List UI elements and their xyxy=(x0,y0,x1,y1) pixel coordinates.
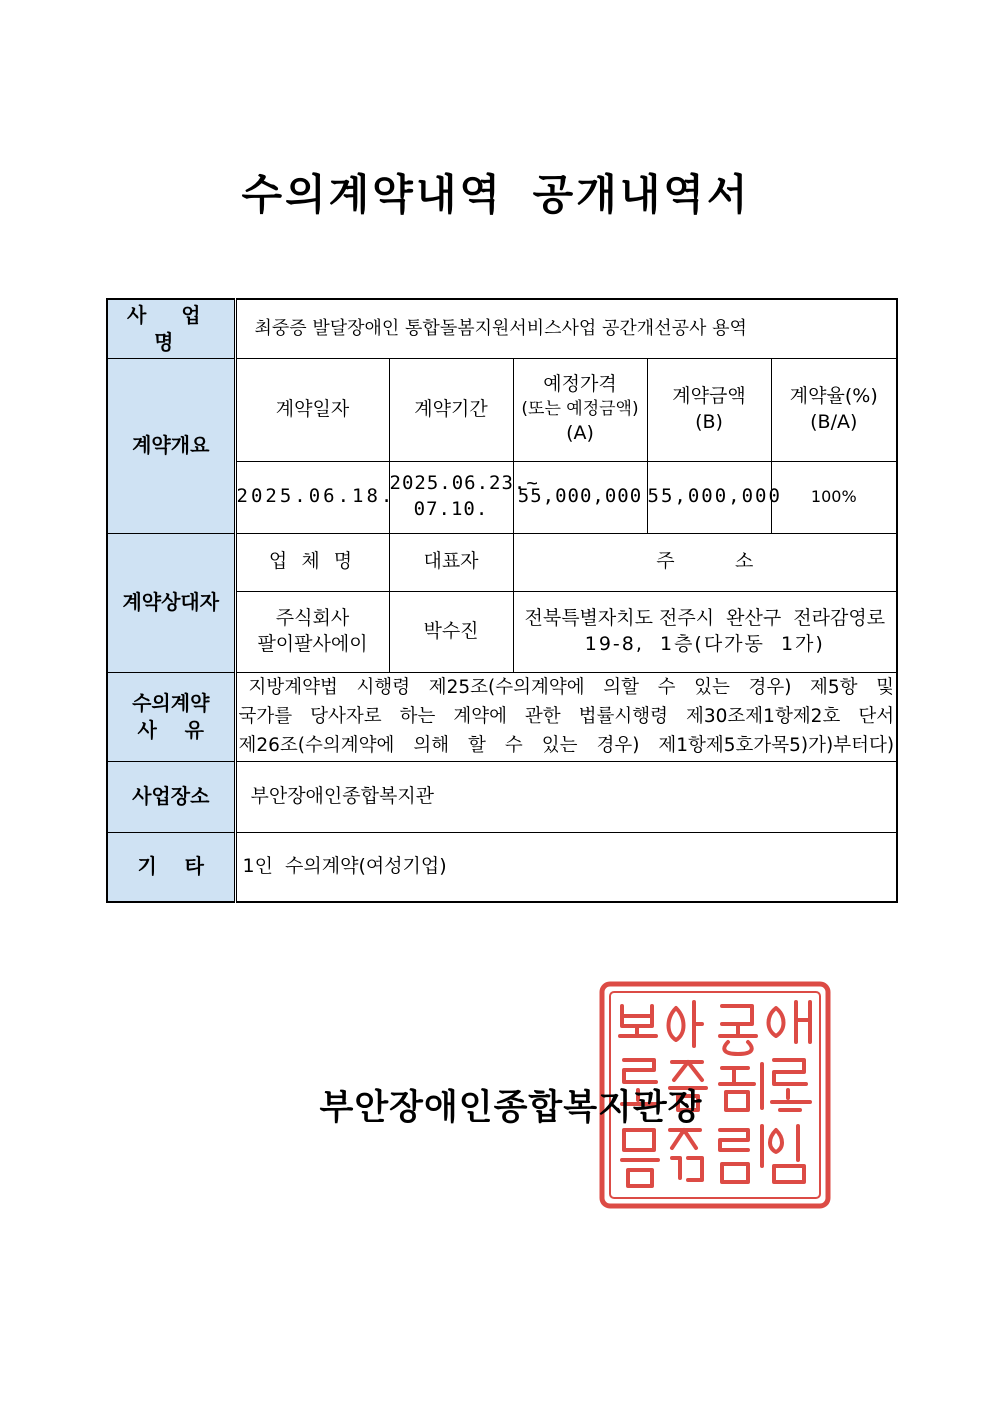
reason-line2: 국가를 당사자로 하는 계약에 관한 법률시행령 제30조제1항제2호 단서 xyxy=(238,705,895,727)
reason-label-line1: 수의계약 xyxy=(132,690,210,715)
reason-label xyxy=(107,672,235,761)
estimate-header-line2: (또는 예정금액) xyxy=(521,399,639,420)
company-line2: 팔이팔사에이 xyxy=(257,632,368,655)
contract-period-value xyxy=(389,461,539,533)
estimate-header xyxy=(513,358,647,461)
signature-name: 부안장애인종합복지관장 xyxy=(319,1088,703,1128)
address-line1: 전북특별자치도 전주시 완산구 전라감영로 xyxy=(524,606,886,629)
contract-period-header: 계약기간 xyxy=(389,358,513,461)
rate-header xyxy=(771,358,897,461)
estimate-value: 55,000,000 xyxy=(513,461,647,533)
rate-value: 100% xyxy=(771,461,897,533)
etc-label: 기 타 xyxy=(107,832,235,902)
document-title: 수의계약내역 공개내역서 xyxy=(241,170,751,219)
contract-date-header: 계약일자 xyxy=(235,358,389,461)
reason-line1: 지방계약법 시행령 제25조(수의계약에 의할 수 있는 경우) 제5항 및 xyxy=(248,676,895,698)
rate-header-line2: (B/A) xyxy=(810,410,858,433)
amount-value: 55,000,000 xyxy=(647,461,771,533)
estimate-header-line1: 예정가격 xyxy=(543,373,617,396)
address-line2: 19-8, 1층(다가동 1가) xyxy=(584,632,825,655)
contract-date-value: 2025.06.18. xyxy=(235,461,389,533)
amount-header-line2: (B) xyxy=(695,410,723,433)
location-label: 사업장소 xyxy=(107,761,235,832)
representative-value: 박수진 xyxy=(389,591,513,672)
location-value: 부안장애인종합복지관 xyxy=(235,761,897,832)
etc-value: 1인 수의계약(여성기업) xyxy=(235,832,897,902)
reason-label-line2: 사 유 xyxy=(137,717,204,742)
company-header: 업 체 명 xyxy=(235,533,389,591)
business-name-value: 최중증 발달장애인 통합돌봄지원서비스사업 공간개선공사 용역 xyxy=(235,299,897,358)
counterparty-label: 계약상대자 xyxy=(107,533,235,672)
contract-table xyxy=(106,298,898,903)
address-header: 주 소 xyxy=(513,533,897,591)
company-line1: 주식회사 xyxy=(275,606,350,629)
amount-header xyxy=(647,358,771,461)
representative-header: 대표자 xyxy=(389,533,513,591)
contract-period-line2: 07.10. xyxy=(413,498,489,520)
address-value xyxy=(513,591,897,672)
reason-line3: 제26조(수의계약에 의해 할 수 있는 경우) 제1항제5호가목5)가)부터다) xyxy=(238,735,895,757)
overview-label: 계약개요 xyxy=(107,358,235,533)
rate-header-line1: 계약율(%) xyxy=(789,384,878,407)
business-name-label: 사 업 명 xyxy=(107,299,235,358)
company-value xyxy=(235,591,389,672)
reason-value xyxy=(235,672,897,761)
estimate-header-line3: (A) xyxy=(566,421,594,444)
contract-period-line1: 2025.06.23.~ xyxy=(389,472,539,495)
amount-header-line1: 계약금액 xyxy=(672,384,746,407)
